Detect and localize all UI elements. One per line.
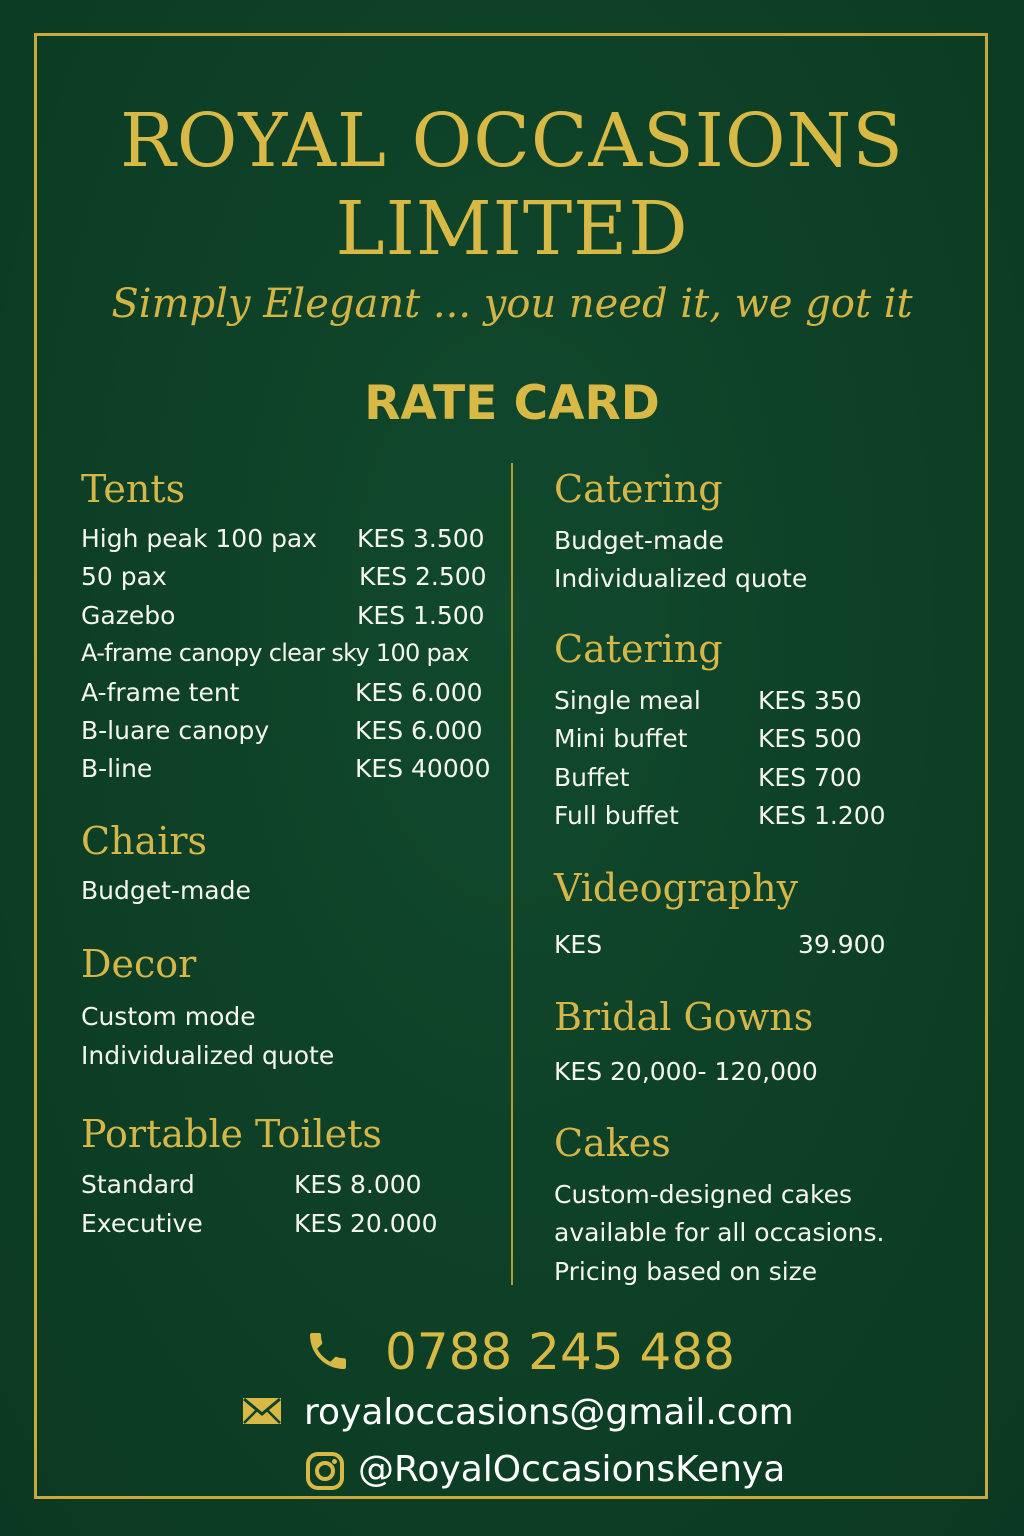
videography-heading: Videography: [554, 866, 799, 910]
catering-line: Individualized quote: [554, 564, 808, 593]
chairs-heading: Chairs: [81, 819, 208, 863]
catering-line: Budget-made: [554, 526, 724, 555]
videography-currency: KES: [554, 930, 603, 959]
envelope-icon[interactable]: [241, 1395, 283, 1431]
chairs-line: Budget-made: [81, 876, 251, 905]
toilets-item-price: KES 20.000: [294, 1209, 438, 1238]
catering-item-price: KES 350: [758, 686, 862, 715]
cakes-line: Pricing based on size: [554, 1257, 818, 1286]
phone-icon[interactable]: [304, 1327, 352, 1379]
cakes-line: Custom-designed cakes: [554, 1180, 852, 1209]
catering-item-price: KES 700: [758, 763, 862, 792]
catering-item-price: KES 500: [758, 724, 862, 753]
cakes-line: available for all occasions.: [554, 1218, 885, 1247]
bridal-gowns-heading: Bridal Gowns: [554, 995, 814, 1039]
company-name-line-2: LIMITED: [335, 186, 689, 272]
catering-item-label: Full buffet: [554, 801, 679, 830]
tents-item-price: KES 2.500: [359, 562, 487, 591]
toilets-item-price: KES 8.000: [294, 1170, 422, 1199]
email-address[interactable]: royaloccasions@gmail.com: [304, 1392, 794, 1433]
tents-item-label: High peak 100 pax: [81, 524, 318, 553]
catering-heading: Catering: [554, 627, 723, 671]
tents-item-price: KES 3.500: [357, 524, 485, 553]
catering-item-label: Mini buffet: [554, 724, 688, 753]
cakes-heading: Cakes: [554, 1121, 671, 1165]
tents-item-price: KES 1.500: [357, 601, 485, 630]
instagram-icon[interactable]: [305, 1451, 345, 1495]
toilets-item-label: Executive: [81, 1209, 203, 1238]
column-divider: [511, 463, 513, 1285]
decor-heading: Decor: [81, 942, 197, 986]
tents-heading: Tents: [81, 467, 186, 511]
catering-item-label: Single meal: [554, 686, 701, 715]
phone-number[interactable]: 0788 245 488: [385, 1323, 735, 1381]
toilets-item-label: Standard: [81, 1170, 195, 1199]
tents-item-label: Gazebo: [81, 601, 176, 630]
portable-toilets-heading: Portable Toilets: [81, 1112, 382, 1156]
tents-item-label: 50 pax: [81, 562, 167, 591]
tents-item-label: B-line: [81, 754, 153, 783]
tents-item-label: A-frame canopy clear sky 100 pax: [81, 639, 469, 667]
company-name-line-1: ROYAL OCCASIONS: [120, 98, 904, 184]
tents-item-price: KES 6.000: [355, 716, 483, 745]
videography-amount: 39.900: [798, 930, 886, 959]
tents-item-label: A-frame tent: [81, 678, 240, 707]
tents-item-price: KES 40000: [355, 754, 491, 783]
tagline: Simply Elegant ... you need it, we got it: [111, 281, 913, 327]
decor-line: Individualized quote: [81, 1041, 335, 1070]
instagram-handle[interactable]: @RoyalOccasionsKenya: [358, 1449, 786, 1490]
rate-card-title: RATE CARD: [364, 376, 660, 431]
catering-item-price: KES 1.200: [758, 801, 886, 830]
catering-item-label: Buffet: [554, 763, 630, 792]
tents-item-label: B-luare canopy: [81, 716, 270, 745]
decor-line: Custom mode: [81, 1002, 256, 1031]
catering-heading: Catering: [554, 467, 723, 511]
bridal-gowns-price: KES 20,000- 120,000: [554, 1057, 818, 1086]
tents-item-price: KES 6.000: [355, 678, 483, 707]
